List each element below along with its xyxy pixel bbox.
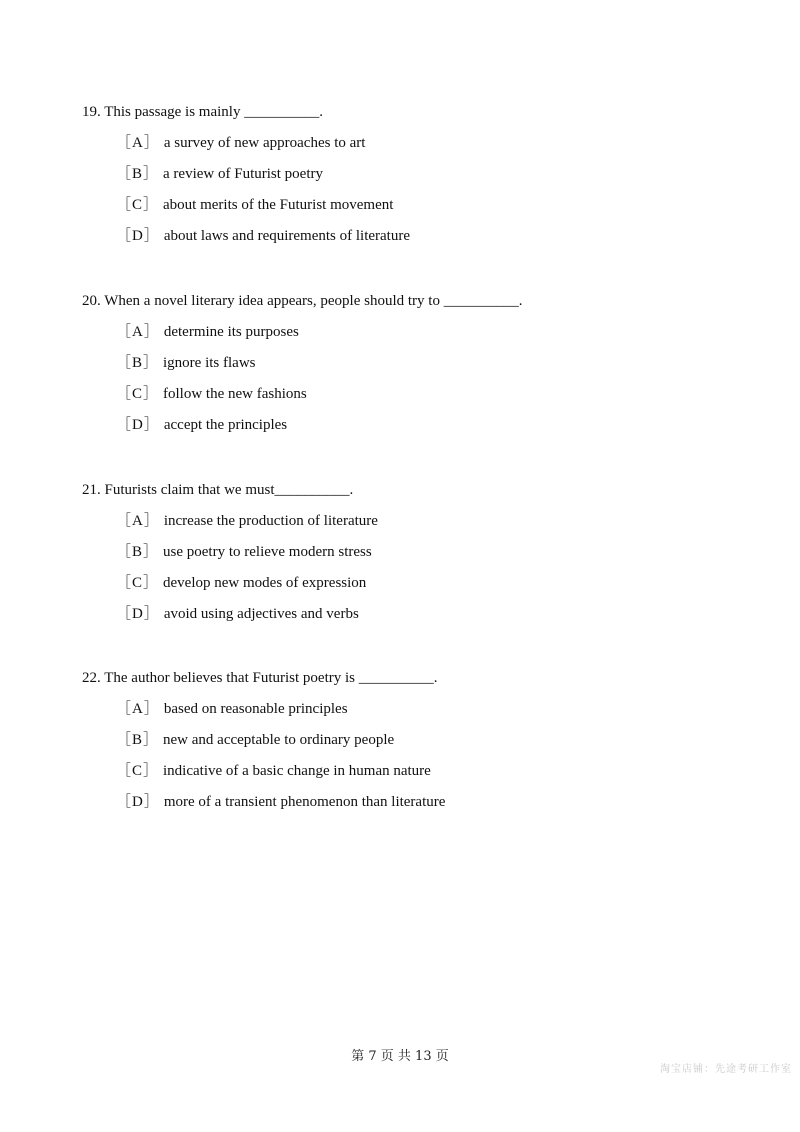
option-a: [116, 133, 742, 153]
option-letter: ［D］: [116, 794, 160, 810]
option-letter: ［A］: [116, 701, 160, 717]
option-text: more of a transient phenomenon than literature: [163, 794, 446, 810]
question-text: 19. This passage is mainly: [82, 104, 245, 120]
option-text: about merits of the Futurist movement: [163, 197, 394, 213]
option-letter: ［C］: [116, 575, 160, 591]
question-period: .: [349, 482, 354, 498]
option-text: new and acceptable to ordinary people: [163, 732, 395, 748]
option-text: determine its purposes: [163, 324, 299, 340]
answer-blank: __________: [443, 293, 519, 309]
option-letter: ［B］: [116, 166, 160, 182]
option-c: [116, 573, 742, 593]
option-c: [116, 195, 742, 215]
option-letter: ［B］: [116, 732, 160, 748]
option-text: accept the principles: [163, 417, 288, 433]
option-text: avoid using adjectives and verbs: [163, 606, 359, 622]
question-period: .: [319, 104, 323, 120]
question-text: 22. The author believes that Futurist poetry is: [82, 670, 359, 686]
option-letter: ［C］: [116, 197, 160, 213]
option-d: [116, 415, 742, 435]
option-text: about laws and requirements of literature: [163, 228, 411, 244]
question-22: [82, 668, 742, 823]
option-b: [116, 542, 742, 562]
option-letter: ［C］: [116, 763, 160, 779]
question-stem: [82, 480, 742, 500]
question-stem: [82, 668, 742, 688]
option-text: follow the new fashions: [163, 386, 307, 402]
option-text: ignore its flaws: [163, 355, 256, 371]
option-text: increase the production of literature: [163, 513, 378, 529]
option-text: a survey of new approaches to art: [163, 135, 366, 151]
option-d: [116, 792, 742, 812]
question-text: 21. Futurists claim that we must: [82, 482, 275, 498]
option-list: [116, 511, 742, 624]
option-list: [116, 699, 742, 812]
option-d: [116, 604, 742, 624]
option-d: [116, 226, 742, 246]
answer-blank: __________: [244, 104, 320, 120]
option-letter: ［A］: [116, 324, 160, 340]
option-a: [116, 699, 742, 719]
option-text: a review of Futurist poetry: [163, 166, 323, 182]
question-19: [82, 102, 742, 257]
option-list: [116, 322, 742, 435]
option-text: use poetry to relieve modern stress: [163, 544, 372, 560]
question-period: .: [518, 293, 523, 309]
question-20: [82, 291, 742, 446]
answer-blank: __________: [274, 482, 350, 498]
question-stem: [82, 102, 742, 122]
option-c: [116, 384, 742, 404]
option-letter: ［D］: [116, 606, 160, 622]
option-b: [116, 164, 742, 184]
question-period: .: [433, 670, 438, 686]
option-letter: ［A］: [116, 513, 160, 529]
question-stem: [82, 291, 742, 311]
option-c: [116, 761, 742, 781]
option-letter: ［B］: [116, 355, 160, 371]
option-a: [116, 511, 742, 531]
option-letter: ［A］: [116, 135, 160, 151]
option-text: indicative of a basic change in human nature: [163, 763, 431, 779]
page-number-footer: 第 7 页 共 13 页: [351, 1049, 449, 1064]
option-letter: ［C］: [116, 386, 160, 402]
option-text: develop new modes of expression: [163, 575, 367, 591]
option-b: [116, 730, 742, 750]
option-letter: ［B］: [116, 544, 160, 560]
option-a: [116, 322, 742, 342]
option-b: [116, 353, 742, 373]
question-text: 20. When a novel literary idea appears, people should try to: [82, 293, 444, 309]
option-text: based on reasonable principles: [163, 701, 348, 717]
watermark: 淘宝店铺：先途考研工作室: [660, 1064, 792, 1075]
option-list: [116, 133, 742, 246]
option-letter: ［D］: [116, 228, 160, 244]
answer-blank: __________: [358, 670, 434, 686]
option-letter: ［D］: [116, 417, 160, 433]
question-21: [82, 480, 742, 635]
